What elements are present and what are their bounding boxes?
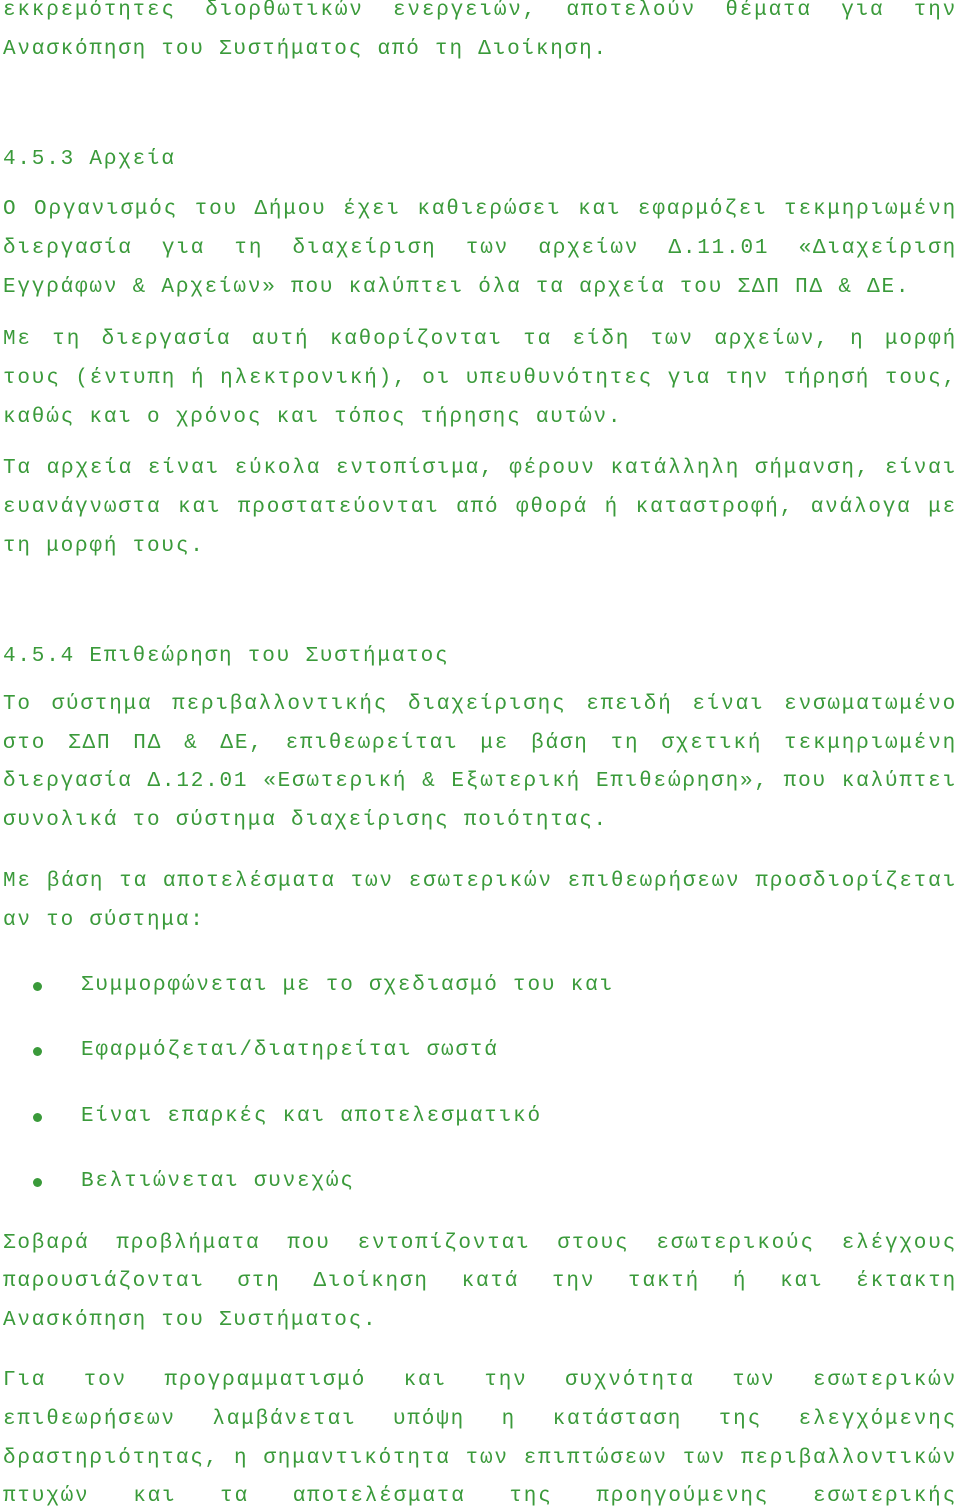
- paragraph-line: επιθεωρήσεων λαμβάνεται υπόψη η κατάσταση της ελεγχόμενης: [3, 1408, 957, 1431]
- paragraph-line: παρουσιάζονται στη Διοίκηση κατά την τακτή ή και έκτακτη: [3, 1270, 957, 1293]
- continuation-line-1: εκκρεμότητες διορθωτικών ενεργειών, αποτελούν θέματα για την: [3, 0, 957, 22]
- bullet-icon: [33, 1047, 42, 1056]
- section-heading-454: 4.5.4 Επιθεώρηση του Συστήματος: [3, 645, 450, 668]
- paragraph-line: τους (έντυπη ή ηλεκτρονική), οι υπευθυνότητες για την τήρησή τους,: [3, 367, 957, 390]
- bullet-icon: [33, 982, 42, 991]
- paragraph-line: Το σύστημα περιβαλλοντικής διαχείρισης επειδή είναι ενσωματωμένο: [3, 693, 957, 716]
- paragraph-line: τη μορφή τους.: [3, 535, 205, 558]
- paragraph-line: Τα αρχεία είναι εύκολα εντοπίσιμα, φέρουν κατάλληλη σήμανση, είναι: [3, 457, 957, 480]
- paragraph-line: δραστηριότητας, η σημαντικότητα των επιπτώσεων των περιβαλλοντικών: [3, 1447, 957, 1470]
- bullet-icon: [33, 1178, 42, 1187]
- paragraph-line: Με βάση τα αποτελέσματα των εσωτερικών επιθεωρήσεων προσδιορίζεται: [3, 870, 957, 893]
- paragraph-line: Σοβαρά προβλήματα που εντοπίζονται στους εσωτερικούς ελέγχους: [3, 1232, 957, 1255]
- bullet-icon: [33, 1113, 42, 1122]
- paragraph-line: πτυχών και τα αποτελέσματα της προηγούμενης εσωτερικής: [3, 1485, 957, 1508]
- bullet-text: Συμμορφώνεται με το σχεδιασμό του και: [81, 974, 614, 997]
- paragraph-line: στο ΣΔΠ ΠΔ & ΔΕ, επιθεωρείται με βάση τη σχετική τεκμηριωμένη: [3, 732, 957, 755]
- paragraph-line: Με τη διεργασία αυτή καθορίζονται τα είδη των αρχείων, η μορφή: [3, 328, 957, 351]
- paragraph-line: Για τον προγραμματισμό και την συχνότητα των εσωτερικών: [3, 1369, 957, 1392]
- paragraph-line: συνολικά το σύστημα διαχείρισης ποιότητας.: [3, 809, 608, 832]
- paragraph-line: αν το σύστημα:: [3, 909, 205, 932]
- paragraph-line: ευανάγνωστα και προστατεύονται από φθορά ή καταστροφή, ανάλογα με: [3, 496, 957, 519]
- paragraph-line: διεργασία για τη διαχείριση των αρχείων Δ.11.01 «Διαχείριση: [3, 237, 957, 260]
- bullet-text: Εφαρμόζεται/διατηρείται σωστά: [81, 1039, 499, 1062]
- continuation-line-2: Ανασκόπηση του Συστήματος από τη Διοίκηση.: [3, 38, 608, 61]
- paragraph-line: Ο Οργανισμός του Δήμου έχει καθιερώσει και εφαρμόζει τεκμηριωμένη: [3, 198, 957, 221]
- bullet-text: Βελτιώνεται συνεχώς: [81, 1170, 355, 1193]
- paragraph-line: Ανασκόπηση του Συστήματος.: [3, 1309, 378, 1332]
- section-heading-453: 4.5.3 Αρχεία: [3, 148, 176, 171]
- paragraph-line: Εγγράφων & Αρχείων» που καλύπτει όλα τα αρχεία του ΣΔΠ ΠΔ & ΔΕ.: [3, 276, 911, 299]
- paragraph-line: διεργασία Δ.12.01 «Εσωτερική & Εξωτερική Επιθεώρηση», που καλύπτει: [3, 770, 957, 793]
- paragraph-line: καθώς και ο χρόνος και τόπος τήρησης αυτών.: [3, 406, 623, 429]
- bullet-text: Είναι επαρκές και αποτελεσματικό: [81, 1105, 542, 1128]
